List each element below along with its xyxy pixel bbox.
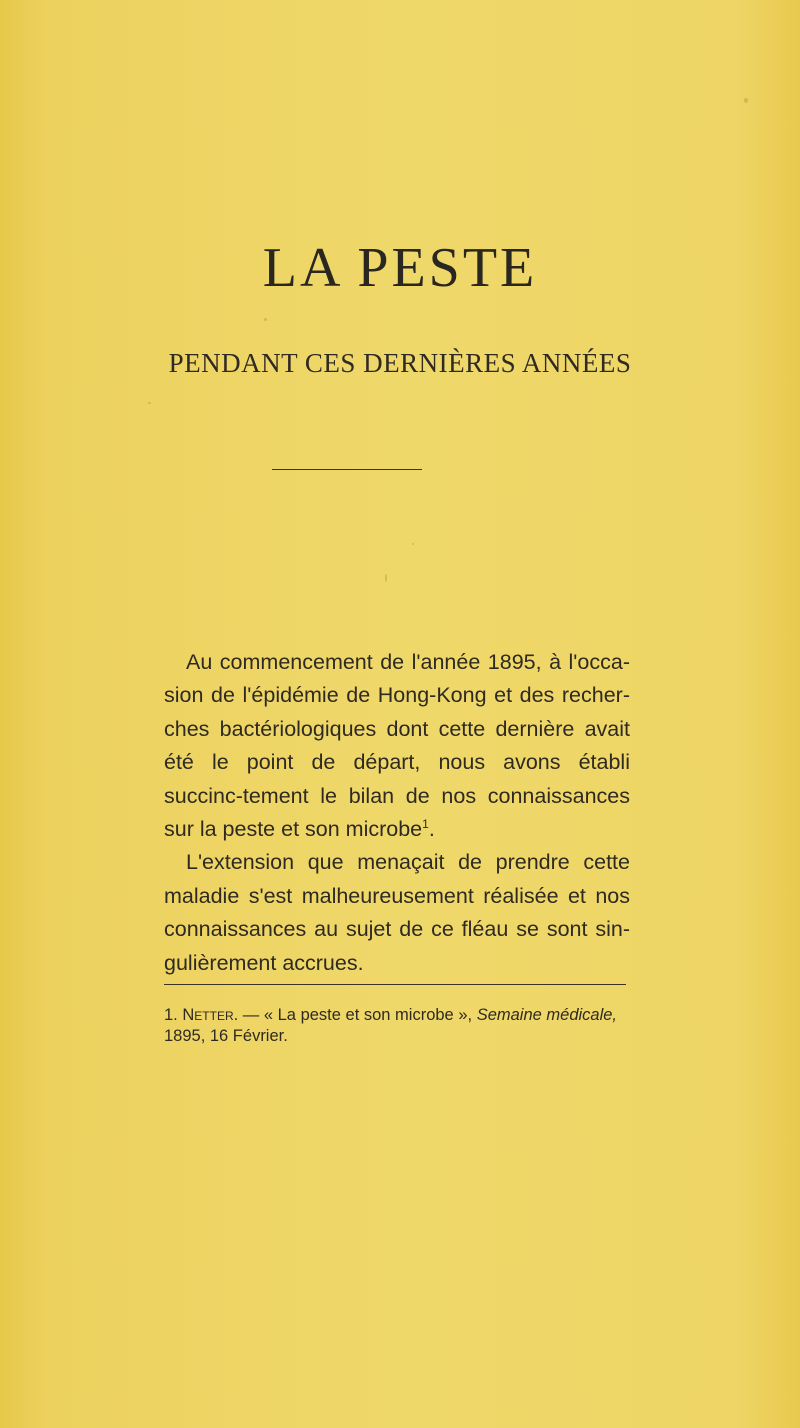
footnote-author: Netter. bbox=[182, 1006, 239, 1024]
page-subtitle: PENDANT CES DERNIÈRES ANNÉES bbox=[168, 348, 632, 378]
footnote-reference: 1 bbox=[422, 817, 429, 832]
paragraph-1-end: . bbox=[428, 817, 435, 842]
title-divider bbox=[272, 469, 422, 470]
footnote-date: 1895, 16 Février. bbox=[164, 1027, 288, 1045]
footnote-quote: « La peste et son microbe », bbox=[263, 1006, 473, 1024]
footnote-dash: — bbox=[238, 1006, 264, 1024]
paragraph-1 bbox=[164, 646, 630, 846]
paragraph-2: L'extension que menaçait de prendre cette maladie s'est malheureusement réalisée et nos connaissances au sujet de ce fléau se sont sin-gulièrement accrues. bbox=[164, 850, 630, 975]
paper-speck bbox=[264, 318, 267, 321]
paragraph-1-text: Au commencement de l'année 1895, à l'occa-sion de l'épidémie de Hong-Kong et des recher-ches bactériologiques dont cette dernière avait été le point de départ, nous avons établi succinc-tement le bilan de nos connaissances sur la peste et son microbe bbox=[164, 650, 630, 842]
footnote-divider bbox=[164, 984, 626, 985]
paper-speck bbox=[385, 574, 387, 582]
paper-speck bbox=[744, 98, 748, 103]
footnote-number: 1. bbox=[164, 1006, 178, 1024]
footnote bbox=[164, 1005, 630, 1047]
page-title: LA PESTE bbox=[262, 237, 538, 299]
body-text bbox=[164, 646, 630, 980]
paper-speck bbox=[412, 543, 414, 545]
footnote-journal: Semaine médicale, bbox=[476, 1006, 618, 1024]
paper-speck bbox=[148, 402, 151, 404]
